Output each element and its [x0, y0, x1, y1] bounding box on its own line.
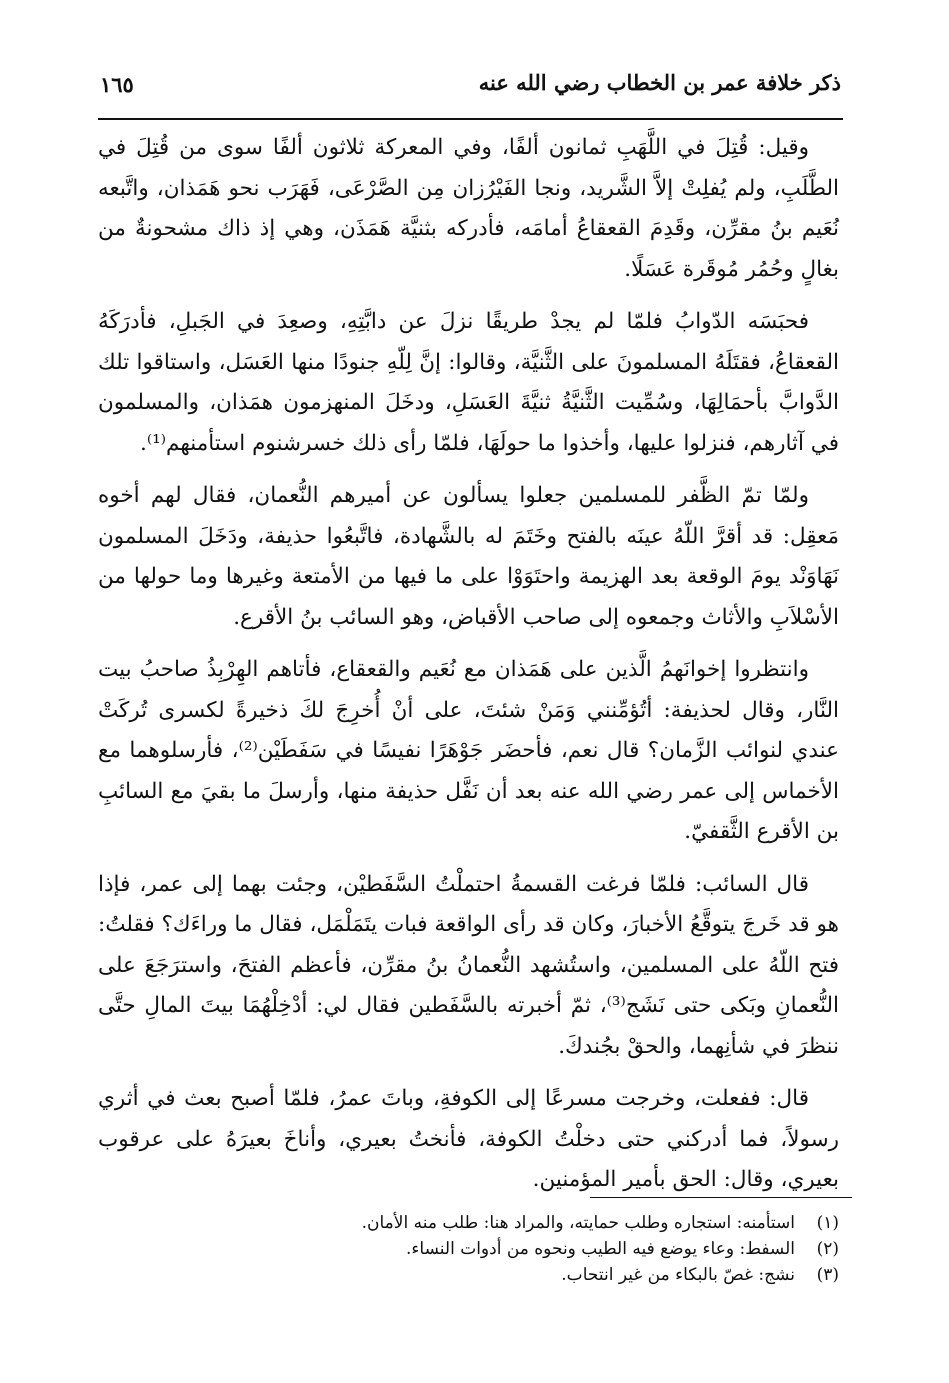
page-number: ١٦٥ — [100, 72, 134, 97]
page-header — [100, 70, 841, 110]
footnote-separator — [590, 1197, 852, 1198]
paragraph: قال: ففعلت، وخرجت مسرعًا إلى الكوفةِ، وباتَ عمرُ، فلمّا أصبح بعث في أثري رسولاً، فما أدركني حتى دخلْتُ الكوفة، فأنختُ بعيري، وأناخَ بعيرَهُ على عرقوب بعيري، وقال: الحق بأمير المؤمنين. — [98, 1086, 839, 1192]
footnote-item — [98, 1236, 839, 1262]
paragraph: وقيل: قُتِلَ في اللَّهَبِ ثمانون ألفًا، وفي المعركة ثلاثون ألفًا سوى من قُتِلَ في الطَّلَبِ، ولم يُفلِتْ إلاَّ الشَّريد، ونجا الفَيْرُزان مِن الصَّرْعَى، فَهَرَب نحو هَمَذان، واتَّبعه نُعَيم بنُ مقرِّن، وقَدِمَ القعقاعُ أمامَه، فأدركه بثنيَّة هَمَذَن، وهي إذ ذاك مشحونةٌ من بغالٍ وحُمُر مُوقَرة عَسَلًا. — [98, 135, 839, 282]
main-text — [98, 128, 839, 1201]
footnote-number: (٢) — [816, 1239, 839, 1259]
paragraph: ولمّا تمّ الظَّفر للمسلمين جعلوا يسألون عن أميرهم النُّعمان، فقال لهم أخوه مَعقِل: قد أقرَّ اللّهُ عينَه بالفتح وخَتَمَ له بالشَّهادة، فاتَّبعُوا حذيفة، ودَخَلَ المسلمون نَهَاوَنْد يومَ الوقعة بعد الهزيمة واحتَوَوْا على ما فيها من الأمتعة وغيرها وما حولها من الأسْلاَبِ والأثاث وجمعوه إلى صاحب الأقباض، وهو السائب بنُ الأقرع. — [98, 483, 839, 630]
running-title: ذكر خلافة عمر بن الخطاب رضي الله عنه — [478, 70, 841, 95]
footnote-text: السفط: وعاء يوضع فيه الطيب ونحوه من أدوات النساء. — [406, 1239, 795, 1259]
footnote-text: استأمنه: استجاره وطلب حمايته، والمراد هنا: طلب منه الأمان. — [361, 1213, 795, 1233]
paragraph: قال السائب: فلمّا فرغت القسمةُ احتملْتُ السَّفَطيْن، وجئت بهما إلى عمر، فإذا هو قد خَرجَ يتوقَّعُ الأخبارَ، وكان قد رأى الواقعة فبات يتَمَلْمَل، فقال ما وراءَك؟ فقلتُ: فتح اللّهُ على المسلمين، واستُشهد النُّعمانُ بنُ مقرِّن، فأعظم الفتحَ، واسترَجَعَ على النُّعمانِ وبَكى حتى نَشَج⁽³⁾، ثمّ أخبرته بالسَّفَطين فقال لي: أدْخِلْهُمَا بيتَ المالِ حتَّى ننظرَ في شأنِهما، والحقْ بجُندكَ. — [98, 871, 839, 1059]
footnote-text: نشج: غصّ بالبكاء من غير انتحاب. — [561, 1265, 795, 1285]
footnote-number: (٣) — [816, 1265, 839, 1285]
footnote-number: (١) — [816, 1213, 839, 1233]
header-rule — [98, 118, 843, 120]
footnote-item — [98, 1210, 839, 1236]
paragraph: فحبَسَه الدّوابُ فلمّا لم يجدْ طريقًا نزلَ عن دابَّتِهِ، وصعِدَ في الجَبلِ، فأدرَكَهُ القعقاعُ، فقتَلَهُ المسلمونَ على الثَّنيَّة، وقالوا: إنَّ لِلّهِ جنودًا منها العَسَل، واستاقوا تلك الدَّوابَّ بأحمَالِهَا، وسُمِّيت الثَّنيَّةُ ثنيَّةَ العَسَلِ، ودخَلَ المنهزمون همَذان، والمسلمون في آثارهم، فنزلوا عليها، وأخذوا ما حولَهَا، فلمّا رأى ذلك خسرشنوم استأمنهم⁽¹⁾. — [98, 309, 839, 456]
footnotes — [98, 1210, 839, 1288]
paragraph: وانتظروا إخوانَهمُ الَّذين على هَمَذان مع نُعَيم والقعقاع، فأتاهم الهِرْبِذُ صاحبُ بيت النَّار، وقال لحذيفة: أتُؤمِّنني وَمَنْ شئتَ، على أنْ أُخرِجَ لكَ ذخيرةً لكسرى تُركَتْ عندي لنوائب الزَّمان؟ قال نعم، فأحضَر جَوْهَرًا نفيسًا في سَفَطَيْن⁽²⁾، فأرسلوهما مع الأخماس إلى عمر رضي الله عنه بعد أن نَفَّل حذيفة منها، وأرسلَ ما بقيَ مع السائبِ بن الأقرع الثَّقفيّ. — [98, 657, 839, 844]
footnote-item — [98, 1262, 839, 1288]
